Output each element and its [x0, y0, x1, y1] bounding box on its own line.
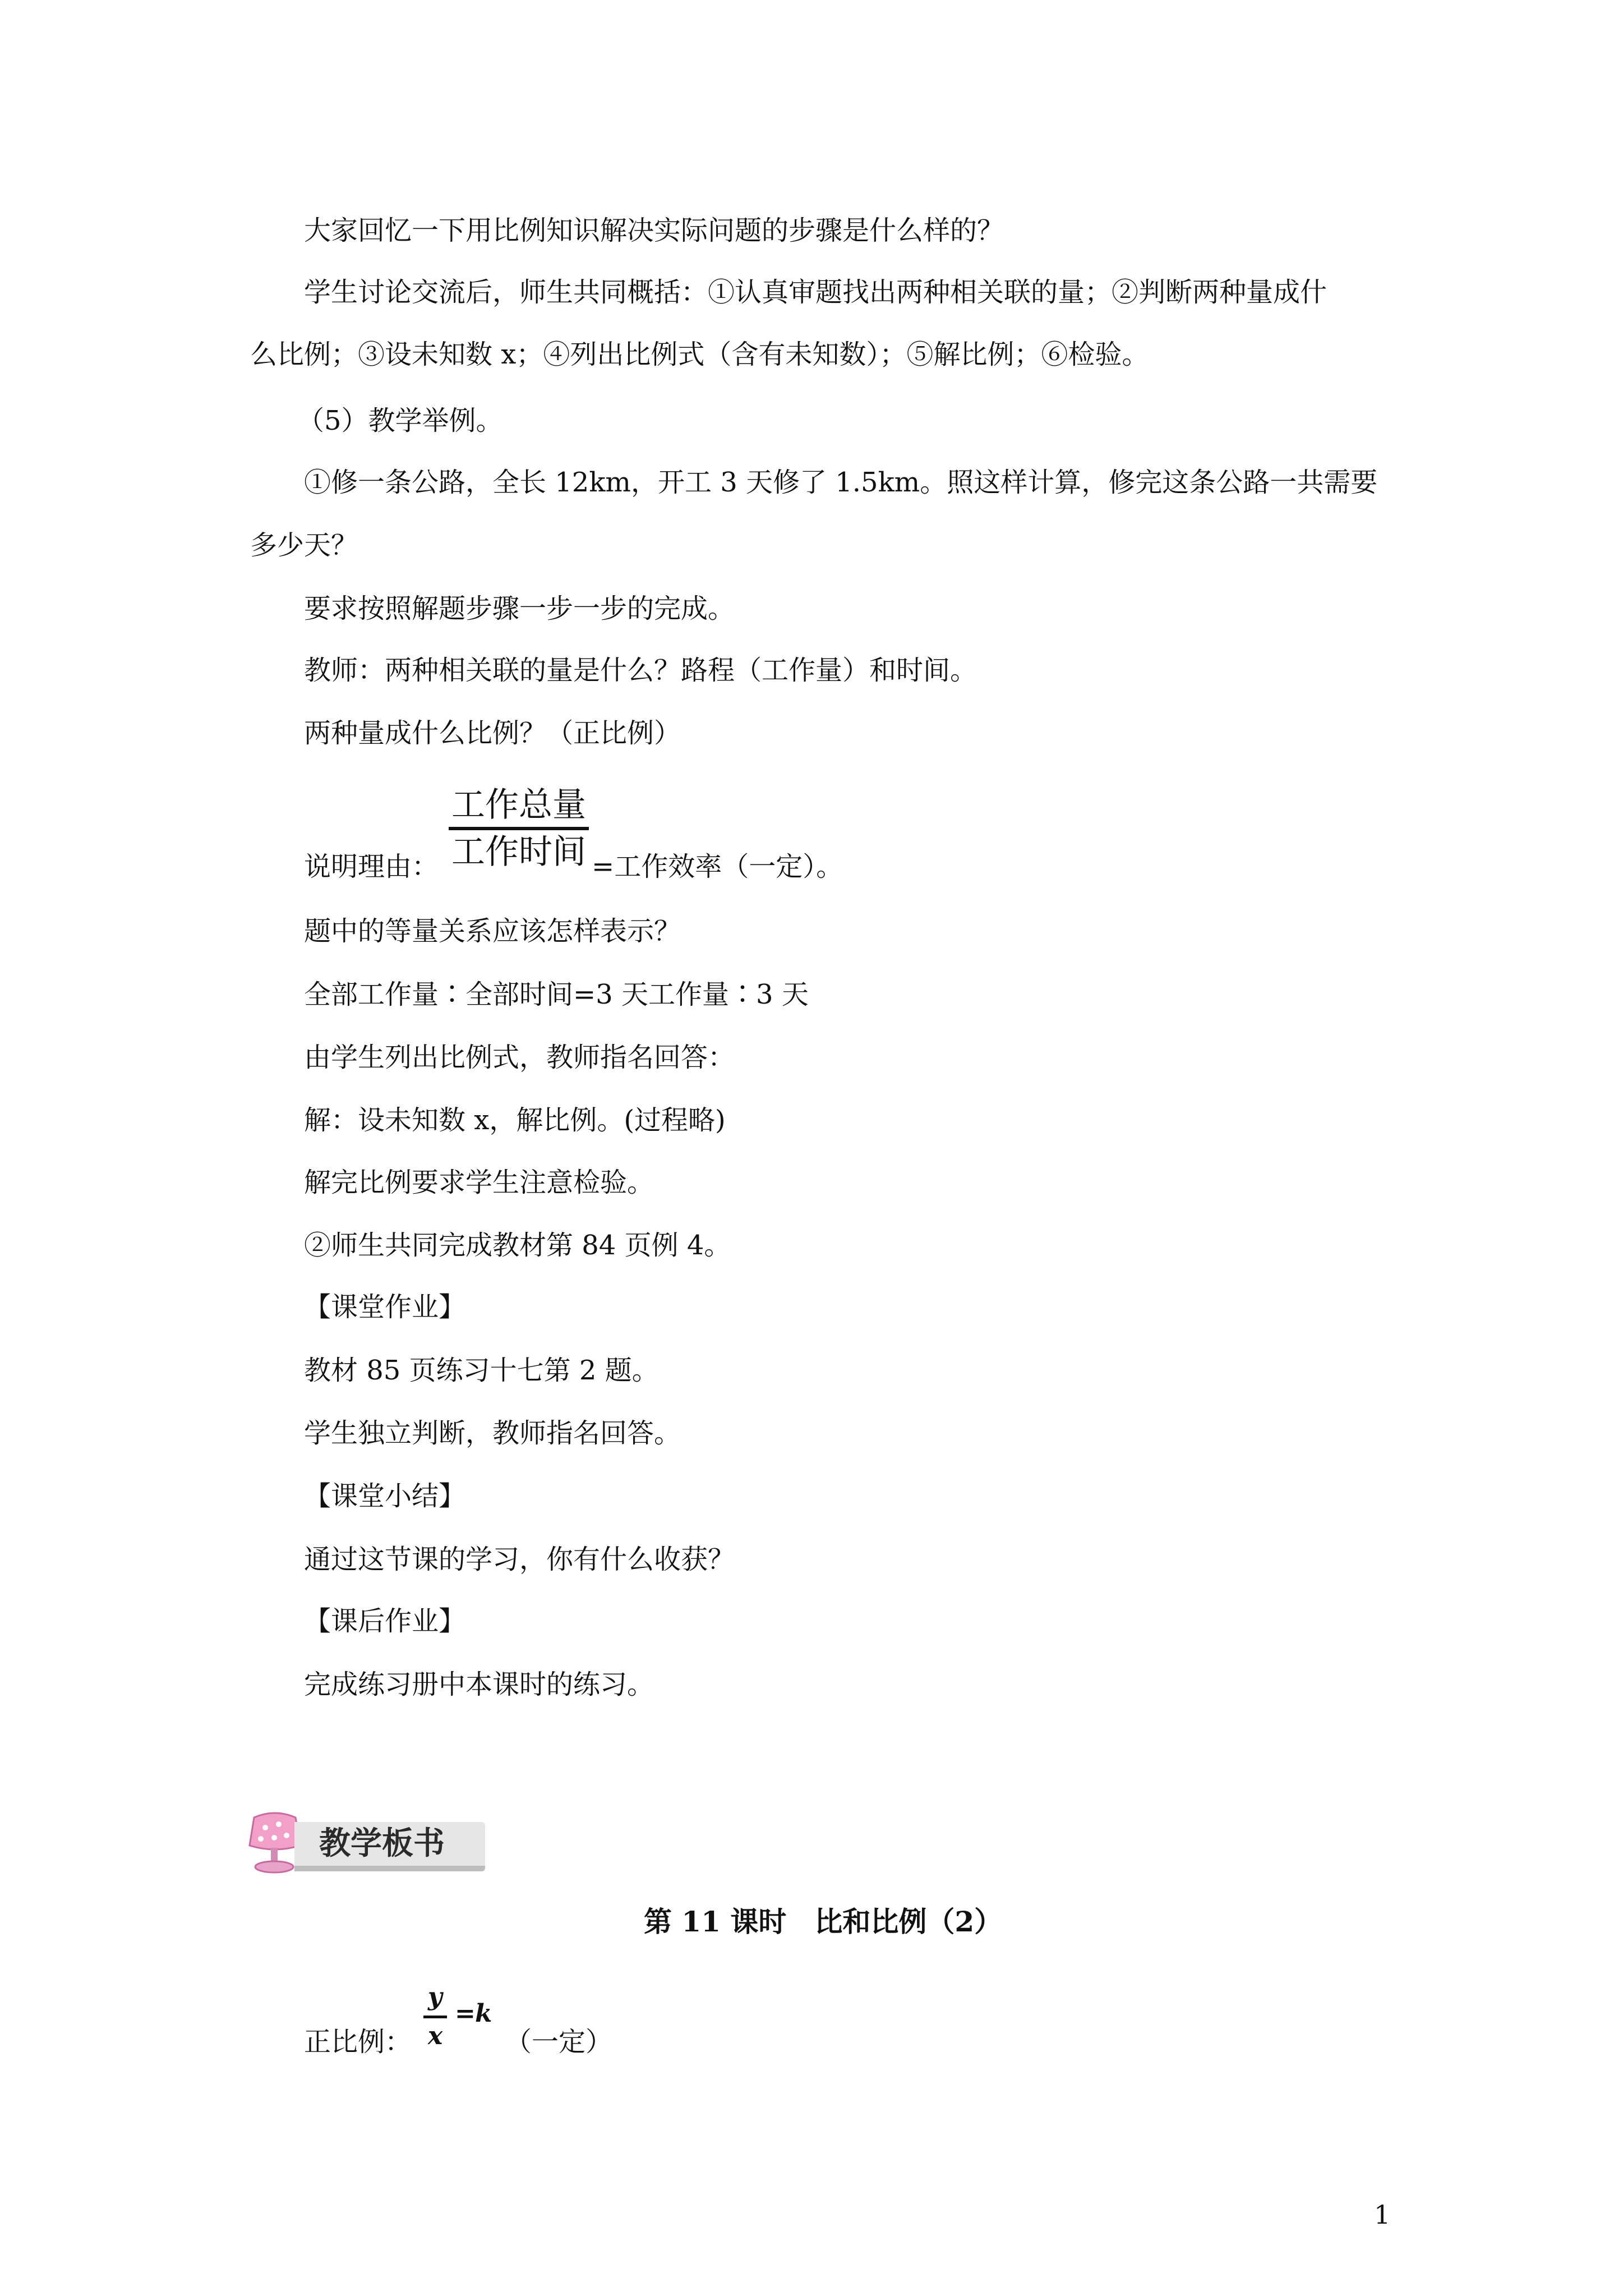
- paragraph: 多少天？: [250, 530, 358, 561]
- paragraph: 由学生列出比例式，教师指名回答：: [304, 1042, 735, 1073]
- reason-suffix: =工作效率（一定）。: [592, 851, 843, 882]
- paragraph: ①修一条公路，全长 12km，开工 3 天修了 1.5km。照这样计算，修完这条公路一共需要: [304, 467, 1378, 498]
- paragraph: 题中的等量关系应该怎样表示？: [304, 915, 681, 947]
- board-banner: [244, 1811, 491, 1875]
- fraction-bar: [449, 827, 589, 830]
- paragraph: 解完比例要求学生注意检验。: [304, 1167, 654, 1198]
- section-heading: 【课后作业】: [304, 1605, 466, 1637]
- fraction-numerator: 工作总量: [451, 785, 586, 825]
- paragraph: 么比例；③设未知数 x；④列出比例式（含有未知数）；⑤解比例；⑥检验。: [250, 339, 1149, 370]
- formula-equals: =: [455, 1999, 476, 2028]
- fraction-denominator: 工作时间: [451, 832, 586, 872]
- paragraph: 学生独立判断，教师指名回答。: [304, 1418, 681, 1449]
- formula-numerator: y: [428, 1982, 442, 2011]
- paragraph: 大家回忆一下用比例知识解决实际问题的步骤是什么样的？: [304, 215, 1004, 246]
- lesson-title: 第 11 课时 比和比例（2）: [644, 1905, 1003, 1938]
- work-efficiency-fraction: [449, 785, 589, 872]
- direct-ratio-label: 正比例：: [304, 2026, 412, 2058]
- paragraph: 完成练习册中本课时的练习。: [304, 1669, 654, 1700]
- formula-note: （一定）: [505, 2026, 613, 2058]
- paragraph: 要求按照解题步骤一步一步的完成。: [304, 593, 735, 624]
- paragraph: 全部工作量∶全部时间=3 天工作量∶3 天: [304, 979, 809, 1010]
- page-number: 1: [1374, 2200, 1391, 2230]
- paragraph: ②师生共同完成教材第 84 页例 4。: [304, 1230, 731, 1261]
- reason-label: 说明理由：: [304, 851, 439, 882]
- paragraph: （5）教学举例。: [297, 405, 503, 436]
- board-banner-text: 教学板书: [319, 1825, 445, 1862]
- paragraph: 学生讨论交流后，师生共同概括：①认真审题找出两种相关联的量；②判断两种量成什: [304, 277, 1327, 308]
- board-banner-plate: [294, 1822, 485, 1871]
- paragraph: 通过这节课的学习，你有什么收获？: [304, 1544, 735, 1575]
- formula-denominator: x: [428, 2022, 443, 2050]
- formula-constant: k: [475, 1999, 492, 2028]
- paragraph: 教材 85 页练习十七第 2 题。: [304, 1355, 659, 1386]
- paragraph: 两种量成什么比例？（正比例）: [304, 717, 681, 749]
- paragraph: 解：设未知数 x，解比例。(过程略): [304, 1105, 726, 1136]
- paragraph: 教师：两种相关联的量是什么？路程（工作量）和时间。: [304, 655, 978, 686]
- section-heading: 【课堂作业】: [304, 1291, 466, 1323]
- formula-bar: [423, 2016, 447, 2018]
- section-heading: 【课堂小结】: [304, 1480, 466, 1512]
